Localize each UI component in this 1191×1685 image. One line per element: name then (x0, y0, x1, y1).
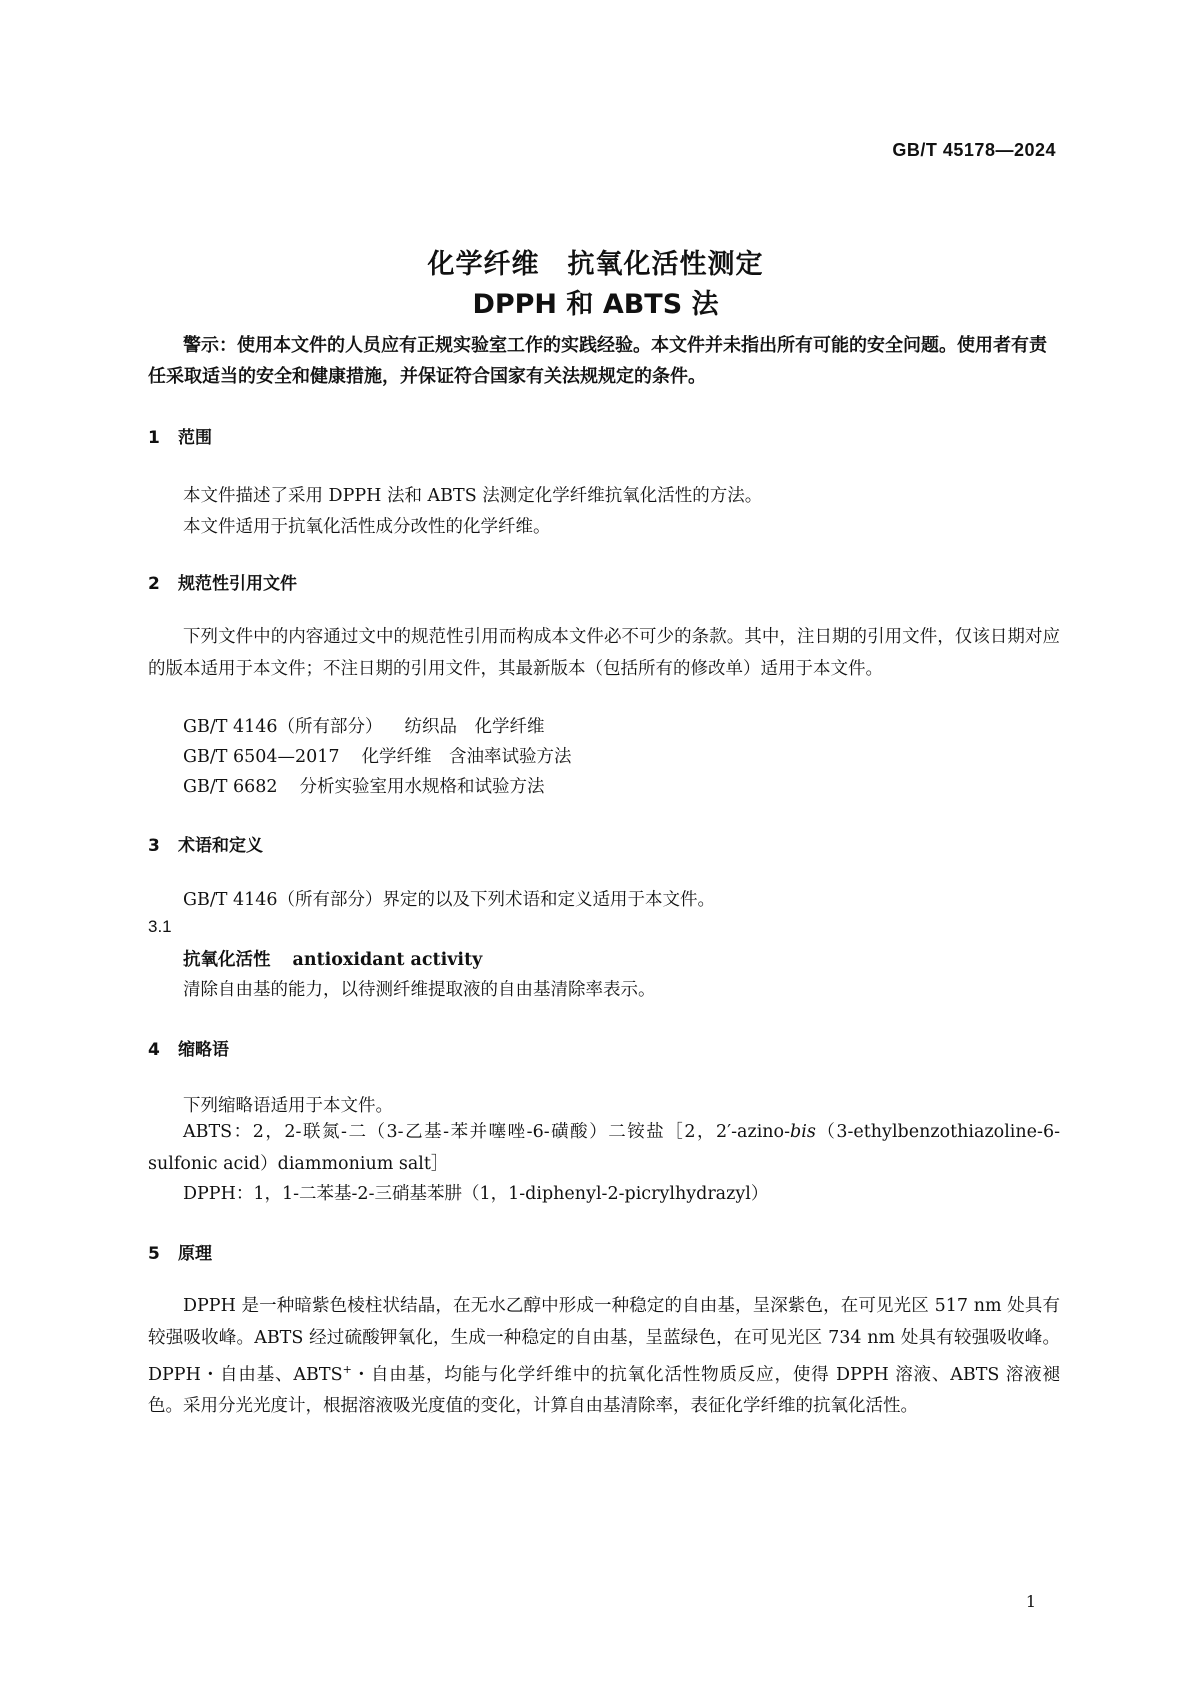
section-number: 2 (148, 574, 160, 594)
reference-name: 纺织品 化学纤维 (404, 717, 545, 737)
principle-paragraph (148, 1291, 1060, 1423)
section-3-heading (148, 831, 263, 856)
abbreviation-abts (148, 1117, 1060, 1180)
section-title: 缩略语 (178, 1040, 229, 1060)
reference-code: GB/T 6682 (183, 777, 278, 797)
term-definition: 清除自由基的能力，以待测纤维提取液的自由基清除率表示。 (183, 980, 656, 1000)
section-title: 原理 (178, 1244, 212, 1264)
term-number: 3.1 (148, 917, 172, 936)
title-line-2: DPPH 和 ABTS 法 (472, 289, 719, 320)
section-number: 3 (148, 836, 160, 856)
scope-paragraph-2: 本文件适用于抗氧化活性成分改性的化学纤维。 (183, 517, 551, 537)
section-1-heading (148, 423, 212, 448)
reference-item (183, 713, 545, 738)
reference-item (183, 743, 572, 768)
principle-text-part: DPPH 是一种暗紫色棱柱状结晶，在无水乙醇中形成一种稳定的自由基，呈深紫色，在可见光区 517 nm 处具有较强吸收峰。ABTS 经过硫酸钾氧化，生成一种稳定的自由基，呈蓝绿色，在可见光区 734 nm 处具有较强吸收峰。DPPH・自由基、ABTS (148, 1296, 1060, 1385)
term-entry (183, 946, 482, 971)
reference-name: 化学纤维 含油率试验方法 (361, 747, 572, 767)
abts-italic-part: bis (790, 1122, 816, 1142)
abts-text-part: （3-ethylbenzothiazoline-6-sulfonic acid）diammonium salt］ (148, 1122, 1060, 1174)
section-4-heading (148, 1035, 229, 1060)
abbreviations-intro: 下列缩略语适用于本文件。 (183, 1096, 393, 1116)
section-title: 范围 (178, 428, 212, 448)
reference-item (183, 773, 545, 798)
reference-code: GB/T 4146（所有部分） (183, 717, 383, 737)
section-title: 规范性引用文件 (178, 574, 297, 594)
section-number: 1 (148, 428, 160, 448)
reference-name: 分析实验室用水规格和试验方法 (299, 777, 545, 797)
superscript-plus: + (342, 1363, 352, 1376)
principle-text-part: ・自由基，均能与化学纤维中的抗氧化活性物质反应，使得 DPPH 溶液、ABTS 溶液褪色。采用分光光度计，根据溶液吸光度值的变化，计算自由基清除率，表征化学纤维的抗氧化活性。 (148, 1364, 1060, 1417)
section-5-heading (148, 1239, 212, 1264)
term-english: antioxidant activity (292, 950, 483, 970)
section-number: 4 (148, 1040, 160, 1060)
section-title: 术语和定义 (178, 836, 263, 856)
terms-paragraph: GB/T 4146（所有部分）界定的以及下列术语和定义适用于本文件。 (183, 890, 716, 910)
section-2-heading (148, 569, 297, 594)
section-number: 5 (148, 1244, 160, 1264)
abts-text-part: ABTS：2，2-联氮-二（3-乙基-苯并噻唑-6-磺酸）二铵盐［2，2′-azino- (183, 1122, 791, 1142)
normative-references-paragraph: 下列文件中的内容通过文中的规范性引用而构成本文件必不可少的条款。其中，注日期的引用文件，仅该日期对应的版本适用于本文件；不注日期的引用文件，其最新版本（包括所有的修改单）适用于本文件。 (148, 627, 1060, 679)
title-line-1: 化学纤维 抗氧化活性测定 (427, 249, 764, 280)
term-chinese: 抗氧化活性 (183, 950, 271, 970)
standard-code: GB/T 45178—2024 (892, 140, 1056, 160)
page-number: 1 (1025, 1592, 1036, 1611)
reference-code: GB/T 6504—2017 (183, 747, 340, 767)
scope-paragraph-1: 本文件描述了采用 DPPH 法和 ABTS 法测定化学纤维抗氧化活性的方法。 (183, 486, 763, 506)
abbreviation-dpph: DPPH：1，1-二苯基-2-三硝基苯肼（1，1-diphenyl-2-picrylhydrazyl） (183, 1184, 769, 1204)
warning-notice: 警示：使用本文件的人员应有正规实验室工作的实践经验。本文件并未指出所有可能的安全问题。使用者有责任采取适当的安全和健康措施，并保证符合国家有关法规规定的条件。 (148, 335, 1047, 387)
